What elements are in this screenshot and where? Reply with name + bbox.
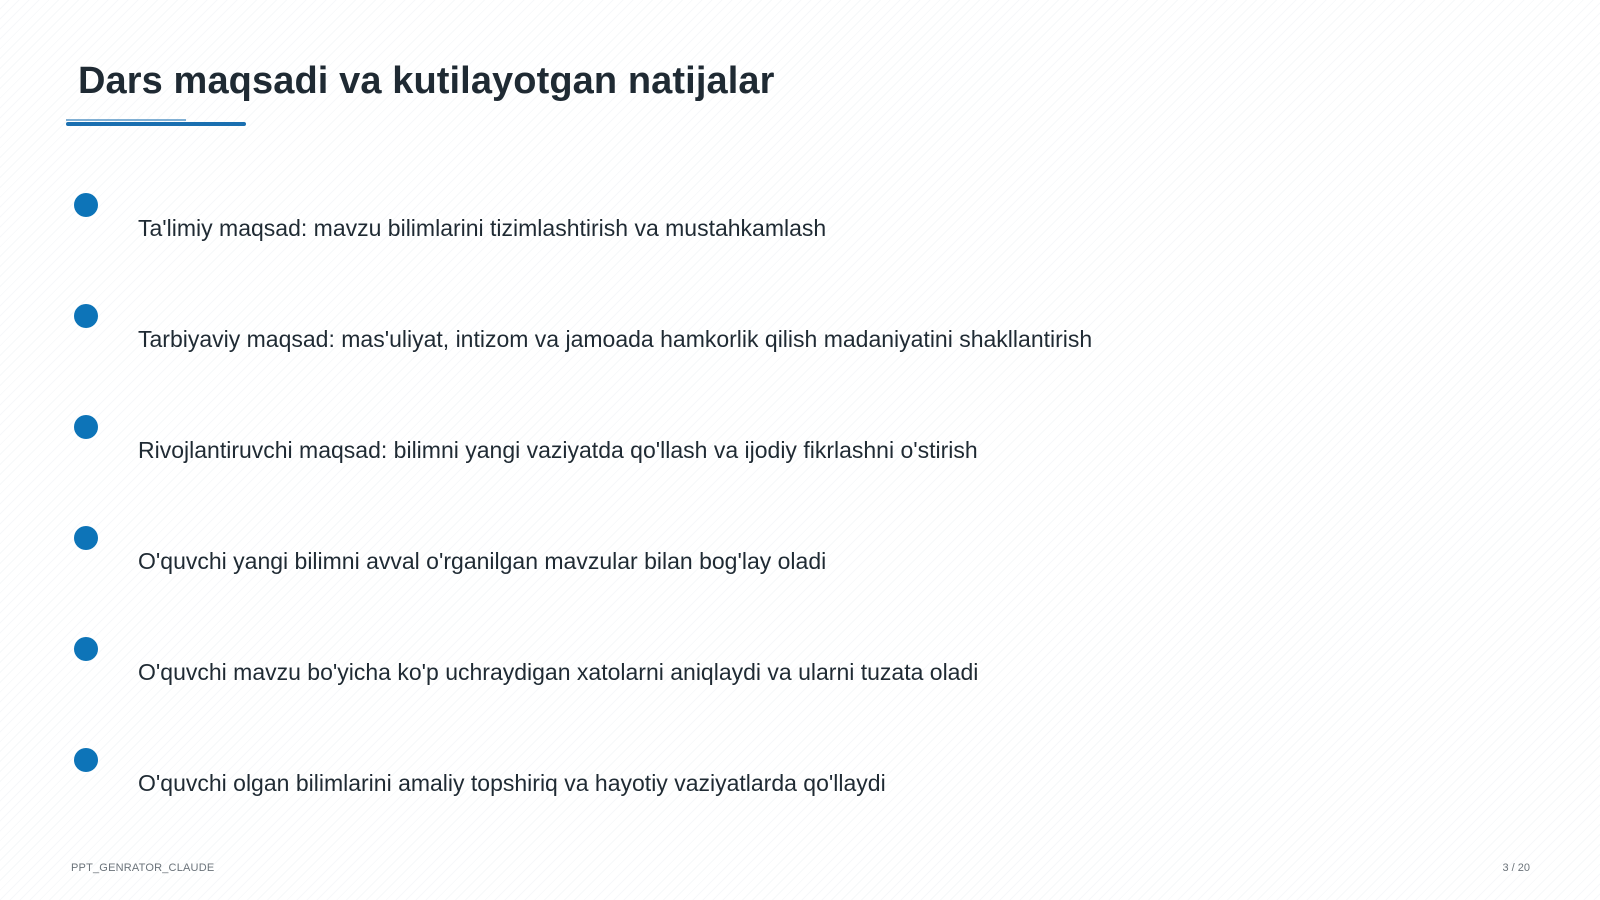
list-item: [72, 304, 1532, 384]
list-item: [72, 415, 1532, 495]
bullet-text: O'quvchi mavzu bo'yicha ko'p uchraydigan xatolarni aniqlaydi va ularni tuzata oladi: [138, 659, 979, 685]
list-item: [72, 193, 1532, 273]
bullet-dot-icon: [74, 526, 98, 550]
bullet-dot-icon: [74, 415, 98, 439]
bullet-text: Ta'limiy maqsad: mavzu bilimlarini tizimlashtirish va mustahkamlash: [138, 215, 827, 241]
bullet-dot-icon: [74, 193, 98, 217]
list-item: [72, 526, 1532, 606]
bullet-dot-icon: [74, 304, 98, 328]
bullet-text: O'quvchi yangi bilimni avval o'rganilgan mavzular bilan bog'lay oladi: [138, 548, 827, 574]
bullet-dot-icon: [74, 748, 98, 772]
list-item: [72, 637, 1532, 717]
bullet-text: O'quvchi olgan bilimlarini amaliy topshiriq va hayotiy vaziyatlarda qo'llaydi: [138, 770, 886, 796]
footer-label: PPT_GENRATOR_CLAUDE: [71, 862, 215, 874]
list-item: [72, 748, 1532, 828]
slide-title: Dars maqsadi va kutilayotgan natijalar: [78, 60, 775, 102]
bullet-text: Rivojlantiruvchi maqsad: bilimni yangi vaziyatda qo'llash va ijodiy fikrlashni o'stirish: [138, 437, 978, 463]
bullet-text: Tarbiyaviy maqsad: mas'uliyat, intizom va jamoada hamkorlik qilish madaniyatini shakllantirish: [138, 326, 1093, 352]
bullet-dot-icon: [74, 637, 98, 661]
page-indicator: 3 / 20: [1502, 862, 1530, 874]
